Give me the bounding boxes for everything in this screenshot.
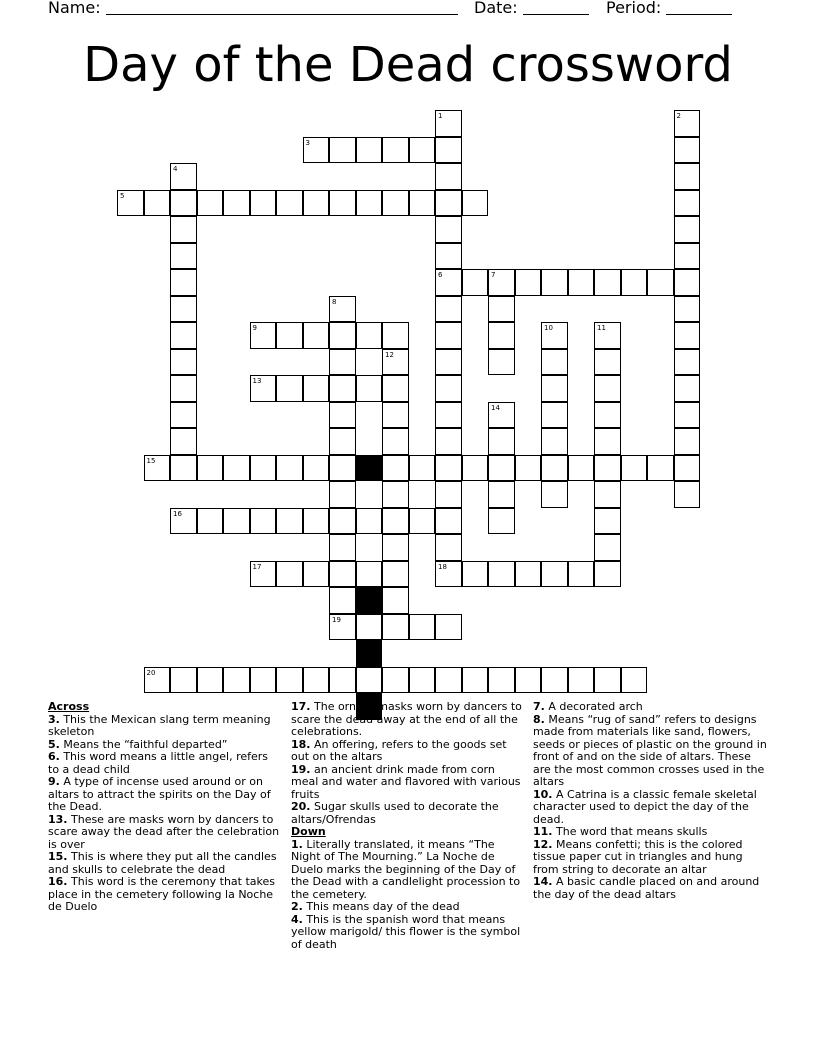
- crossword-cell[interactable]: [435, 322, 462, 349]
- crossword-cell[interactable]: [356, 322, 383, 349]
- crossword-cell[interactable]: [382, 322, 409, 349]
- clue-item: [533, 714, 768, 789]
- crossword-cell[interactable]: [329, 322, 356, 349]
- crossword-cell[interactable]: [409, 137, 436, 164]
- crossword-cell[interactable]: [674, 481, 701, 508]
- crossword-cell[interactable]: [144, 455, 171, 482]
- crossword-cell[interactable]: [144, 667, 171, 694]
- crossword-cell[interactable]: [197, 667, 224, 694]
- crossword-cell[interactable]: [621, 667, 648, 694]
- crossword-cell[interactable]: [435, 614, 462, 641]
- crossword-cell[interactable]: [382, 534, 409, 561]
- crossword-cell[interactable]: [223, 455, 250, 482]
- crossword-cell[interactable]: [541, 269, 568, 296]
- crossword-cell[interactable]: [674, 322, 701, 349]
- clue-item-number: 20.: [291, 800, 311, 813]
- period-blank[interactable]: [666, 0, 732, 15]
- crossword-cell[interactable]: [409, 508, 436, 535]
- crossword-cell[interactable]: [276, 667, 303, 694]
- clue-item-number: 17.: [291, 700, 311, 713]
- clue-item-number: 14.: [533, 875, 553, 888]
- crossword-cell[interactable]: [276, 322, 303, 349]
- crossword-cell[interactable]: [144, 190, 171, 217]
- crossword-cell[interactable]: [250, 190, 277, 217]
- clue-item-text: A type of incense used around or on altars to attract the spirits on the Day of the Dead.: [48, 775, 271, 813]
- clue-number: 8: [332, 297, 337, 306]
- crossword-cell[interactable]: [568, 269, 595, 296]
- clue-item-text: Means the “faithful departed”: [59, 737, 228, 751]
- clue-item-number: 19.: [291, 762, 311, 776]
- crossword-cell[interactable]: [435, 481, 462, 508]
- crossword-cell[interactable]: [674, 243, 701, 270]
- clue-item-number: 7.: [533, 700, 545, 713]
- crossword-cell[interactable]: [382, 190, 409, 217]
- crossword-cell[interactable]: [488, 455, 515, 482]
- crossword-cell[interactable]: [197, 455, 224, 482]
- crossword-cell[interactable]: [435, 402, 462, 429]
- clues-column-2: [291, 701, 523, 951]
- crossword-cell[interactable]: [435, 137, 462, 164]
- crossword-cell[interactable]: [594, 375, 621, 402]
- clue-item-text: A basic candle placed on and around the day of the dead altars: [533, 875, 760, 901]
- crossword-cell[interactable]: [435, 534, 462, 561]
- crossword-cell[interactable]: [435, 455, 462, 482]
- crossword-cell[interactable]: [329, 587, 356, 614]
- crossword-cell[interactable]: [462, 269, 489, 296]
- clue-number: 10: [544, 324, 553, 332]
- clue-number: 18: [438, 562, 447, 571]
- crossword-cell[interactable]: [594, 534, 621, 561]
- crossword-cell[interactable]: [170, 243, 197, 270]
- crossword-cell[interactable]: [329, 667, 356, 694]
- crossword-cell[interactable]: [621, 269, 648, 296]
- crossword-cell[interactable]: [674, 163, 701, 190]
- crossword-cell[interactable]: [435, 667, 462, 694]
- crossword-cell[interactable]: [170, 216, 197, 243]
- crossword-cell[interactable]: [674, 216, 701, 243]
- crossword-cell[interactable]: [329, 614, 356, 641]
- clue-item-number: 8.: [533, 712, 545, 726]
- crossword-cell[interactable]: [594, 508, 621, 535]
- clues-column-1: [48, 701, 280, 914]
- clue-number: 3: [305, 138, 310, 147]
- crossword-cell[interactable]: [674, 269, 701, 296]
- clue-number: 17: [252, 562, 262, 571]
- crossword-cell[interactable]: [250, 508, 277, 535]
- crossword-cell[interactable]: [382, 508, 409, 535]
- crossword-cell[interactable]: [541, 375, 568, 402]
- crossword-cell[interactable]: [223, 190, 250, 217]
- crossword-cell[interactable]: [303, 508, 330, 535]
- crossword-cell[interactable]: [170, 190, 197, 217]
- clue-item: [291, 701, 523, 739]
- crossword-cell[interactable]: [435, 561, 462, 588]
- crossword-black-cell: [356, 455, 383, 482]
- crossword-cell[interactable]: [303, 190, 330, 217]
- clue-number: 16: [173, 509, 182, 518]
- crossword-cell[interactable]: [462, 455, 489, 482]
- crossword-cell[interactable]: [674, 296, 701, 323]
- crossword-cell[interactable]: [435, 375, 462, 402]
- crossword-cell[interactable]: [409, 190, 436, 217]
- crossword-cell[interactable]: [382, 375, 409, 402]
- clue-number: 2: [676, 112, 681, 120]
- crossword-cell[interactable]: [594, 349, 621, 376]
- clue-item: [291, 801, 523, 826]
- clue-item-text: Literally translated, it means “The Night of The Mourning.” La Noche de Duelo marks the beginning of the Day of the Dead with a candlelight procession to the cemetery.: [291, 837, 521, 901]
- clue-number: 6: [438, 271, 443, 279]
- crossword-cell[interactable]: [515, 455, 542, 482]
- clue-number: 20: [146, 668, 156, 677]
- clue-item-number: 12.: [533, 837, 553, 851]
- crossword-cell[interactable]: [329, 296, 356, 323]
- clue-item: [533, 876, 768, 901]
- crossword-cell[interactable]: [674, 349, 701, 376]
- crossword-cell[interactable]: [488, 428, 515, 455]
- crossword-cell[interactable]: [329, 137, 356, 164]
- clue-item-text: These are masks worn by dancers to scare away the dead after the celebration is over: [48, 812, 280, 851]
- clue-section-heading: Down: [291, 825, 326, 838]
- date-label: Date:: [474, 0, 518, 17]
- clue-item-number: 10.: [533, 787, 553, 801]
- clue-item-text: This word is the ceremony that takes place in the cemetery following la Noche de Duelo: [48, 875, 275, 913]
- crossword-cell[interactable]: [647, 269, 674, 296]
- crossword-cell[interactable]: [223, 667, 250, 694]
- crossword-cell[interactable]: [329, 349, 356, 376]
- clue-item-number: 2.: [291, 900, 303, 913]
- crossword-cell[interactable]: [674, 110, 701, 137]
- crossword-cell[interactable]: [409, 667, 436, 694]
- crossword-cell[interactable]: [170, 375, 197, 402]
- crossword-cell[interactable]: [170, 269, 197, 296]
- crossword-cell[interactable]: [462, 190, 489, 217]
- clue-number: 7: [491, 271, 496, 279]
- crossword-cell[interactable]: [435, 163, 462, 190]
- crossword-cell[interactable]: [488, 481, 515, 508]
- crossword-cell[interactable]: [621, 455, 648, 482]
- crossword-cell[interactable]: [303, 667, 330, 694]
- clue-item: [48, 814, 280, 852]
- crossword-cell[interactable]: [170, 349, 197, 376]
- crossword-cell[interactable]: [303, 455, 330, 482]
- clue-number: 11: [597, 324, 606, 332]
- clue-item-text: This is where they put all the candles and skulls to celebrate the dead: [48, 850, 277, 876]
- crossword-cell[interactable]: [117, 190, 144, 217]
- crossword-cell[interactable]: [329, 375, 356, 402]
- crossword-cell[interactable]: [382, 481, 409, 508]
- crossword-cell[interactable]: [303, 322, 330, 349]
- crossword-cell[interactable]: [674, 190, 701, 217]
- crossword-cell[interactable]: [435, 110, 462, 137]
- crossword-cell[interactable]: [329, 402, 356, 429]
- crossword-cell[interactable]: [568, 455, 595, 482]
- clue-number: 14: [491, 403, 500, 412]
- crossword-cell[interactable]: [488, 322, 515, 349]
- clue-item: [291, 764, 523, 802]
- crossword-cell[interactable]: [409, 614, 436, 641]
- crossword-cell[interactable]: [382, 587, 409, 614]
- crossword-cell[interactable]: [435, 269, 462, 296]
- crossword-cell[interactable]: [356, 508, 383, 535]
- crossword-cell[interactable]: [541, 455, 568, 482]
- clue-number: 9: [252, 324, 257, 332]
- crossword-cell[interactable]: [382, 402, 409, 429]
- clue-item-number: 5.: [48, 737, 60, 751]
- crossword-black-cell: [356, 587, 383, 614]
- crossword-cell[interactable]: [329, 455, 356, 482]
- crossword-cell[interactable]: [462, 667, 489, 694]
- crossword-cell[interactable]: [303, 561, 330, 588]
- clue-item-text: This is the spanish word that means yellow marigold/ this flower is the symbol of death: [291, 912, 521, 951]
- crossword-cell[interactable]: [435, 243, 462, 270]
- clue-section-heading: Across: [48, 700, 90, 713]
- crossword-cell[interactable]: [541, 561, 568, 588]
- clue-item-text: Means confetti; this is the colored tissue paper cut in triangles and hung from string to decorate an altar: [533, 837, 743, 876]
- crossword-cell[interactable]: [250, 455, 277, 482]
- clue-number: 12: [385, 350, 394, 359]
- crossword-cell[interactable]: [435, 296, 462, 323]
- crossword-cell[interactable]: [409, 455, 436, 482]
- clue-item: [533, 789, 768, 827]
- crossword-cell[interactable]: [568, 561, 595, 588]
- crossword-cell[interactable]: [303, 375, 330, 402]
- clue-item-number: 16.: [48, 875, 68, 888]
- clue-item: [48, 851, 280, 876]
- clue-item-number: 11.: [533, 825, 553, 838]
- crossword-cell[interactable]: [594, 269, 621, 296]
- crossword-cell[interactable]: [356, 190, 383, 217]
- period-field[interactable]: [606, 0, 732, 18]
- period-label: Period:: [606, 0, 662, 17]
- crossword-cell[interactable]: [382, 455, 409, 482]
- clue-item: [291, 739, 523, 764]
- crossword-cell[interactable]: [276, 190, 303, 217]
- crossword-cell[interactable]: [488, 269, 515, 296]
- clue-item-number: 18.: [291, 737, 311, 751]
- clue-item: [291, 839, 523, 902]
- crossword-cell[interactable]: [541, 667, 568, 694]
- crossword-cell[interactable]: [170, 667, 197, 694]
- crossword-cell[interactable]: [250, 375, 277, 402]
- clue-item-text: Means “rug of sand” refers to designs made from materials like sand, flowers, seeds or pieces of plastic on the ground in front of and on the side of altars. These are the most common crosses used in the altars: [533, 712, 767, 788]
- clue-item: [291, 914, 523, 952]
- crossword-cell[interactable]: [488, 561, 515, 588]
- clue-item: [48, 751, 280, 776]
- crossword-cell[interactable]: [674, 402, 701, 429]
- crossword-cell[interactable]: [356, 614, 383, 641]
- crossword-cell[interactable]: [250, 322, 277, 349]
- crossword-cell[interactable]: [515, 269, 542, 296]
- crossword-cell[interactable]: [435, 190, 462, 217]
- crossword-cell[interactable]: [170, 428, 197, 455]
- crossword-cell[interactable]: [568, 667, 595, 694]
- crossword-cell[interactable]: [276, 375, 303, 402]
- date-blank[interactable]: [523, 0, 589, 15]
- clue-item-text: This means day of the dead: [302, 900, 460, 913]
- crossword-cell[interactable]: [594, 402, 621, 429]
- crossword-cell[interactable]: [356, 375, 383, 402]
- clue-item: [48, 776, 280, 814]
- crossword-cell[interactable]: [329, 534, 356, 561]
- crossword-cell[interactable]: [674, 428, 701, 455]
- clue-item: [48, 714, 280, 739]
- clue-number: 1: [438, 112, 443, 120]
- crossword-cell[interactable]: [329, 508, 356, 535]
- crossword-black-cell: [356, 640, 383, 667]
- crossword-cell[interactable]: [276, 455, 303, 482]
- date-field[interactable]: [474, 0, 589, 18]
- crossword-cell[interactable]: [488, 508, 515, 535]
- clue-item-number: 9.: [48, 775, 60, 788]
- crossword-cell[interactable]: [356, 137, 383, 164]
- clue-item-number: 1.: [291, 837, 303, 851]
- crossword-cell[interactable]: [276, 561, 303, 588]
- crossword-cell[interactable]: [250, 667, 277, 694]
- crossword-cell[interactable]: [674, 375, 701, 402]
- crossword-cell[interactable]: [170, 455, 197, 482]
- page-title: Day of the Dead crossword: [83, 37, 733, 93]
- crossword-cell[interactable]: [541, 349, 568, 376]
- crossword-cell[interactable]: [488, 296, 515, 323]
- crossword-cell[interactable]: [382, 349, 409, 376]
- crossword-cell[interactable]: [674, 137, 701, 164]
- name-blank[interactable]: [106, 0, 458, 15]
- crossword-cell[interactable]: [541, 481, 568, 508]
- crossword-cell[interactable]: [170, 163, 197, 190]
- crossword-cell[interactable]: [250, 561, 277, 588]
- clue-item-number: 13.: [48, 812, 68, 826]
- crossword-cell[interactable]: [488, 402, 515, 429]
- crossword-cell[interactable]: [170, 402, 197, 429]
- crossword-cell[interactable]: [382, 137, 409, 164]
- crossword-cell[interactable]: [647, 455, 674, 482]
- clue-item-number: 6.: [48, 750, 60, 763]
- clue-number: 15: [146, 456, 156, 465]
- crossword-cell[interactable]: [674, 455, 701, 482]
- crossword-cell[interactable]: [541, 402, 568, 429]
- crossword-cell[interactable]: [170, 508, 197, 535]
- crossword-cell[interactable]: [594, 481, 621, 508]
- crossword-cell[interactable]: [594, 428, 621, 455]
- clue-number: 13: [252, 377, 262, 385]
- crossword-cell[interactable]: [382, 428, 409, 455]
- clue-item-text: This word means a little angel, refers to a dead child: [48, 750, 269, 776]
- clue-item-text: an ancient drink made from corn meal and water and flavored with various fruits: [291, 762, 521, 801]
- crossword-cell[interactable]: [356, 667, 383, 694]
- clue-item-text: The ornate masks worn by dancers to scare the dead away at the end of all the celebrations.: [291, 700, 522, 738]
- crossword-cell[interactable]: [382, 614, 409, 641]
- crossword-cell[interactable]: [594, 561, 621, 588]
- crossword-cell[interactable]: [515, 667, 542, 694]
- crossword-cell[interactable]: [303, 137, 330, 164]
- crossword-cell[interactable]: [329, 481, 356, 508]
- crossword-cell[interactable]: [462, 561, 489, 588]
- crossword-cell[interactable]: [197, 190, 224, 217]
- clue-item-number: 4.: [291, 912, 303, 926]
- clue-item-number: 3.: [48, 712, 60, 726]
- crossword-cell[interactable]: [435, 508, 462, 535]
- crossword-cell[interactable]: [276, 508, 303, 535]
- clue-number: 19: [332, 615, 341, 624]
- crossword-cell[interactable]: [170, 322, 197, 349]
- name-field[interactable]: [48, 0, 458, 18]
- crossword-cell[interactable]: [594, 667, 621, 694]
- crossword-cell[interactable]: [488, 349, 515, 376]
- crossword-cell[interactable]: [435, 428, 462, 455]
- clue-number: 4: [173, 165, 178, 173]
- crossword-cell[interactable]: [594, 455, 621, 482]
- crossword-cell[interactable]: [197, 508, 224, 535]
- crossword-cell[interactable]: [594, 322, 621, 349]
- clue-number: 5: [120, 191, 125, 200]
- clue-item-text: A Catrina is a classic female skeletal character used to depict the day of the dead.: [533, 787, 757, 826]
- clue-item-text: The word that means skulls: [552, 825, 708, 838]
- crossword-cell[interactable]: [223, 508, 250, 535]
- crossword-cell[interactable]: [170, 296, 197, 323]
- crossword-cell[interactable]: [382, 561, 409, 588]
- name-label: Name:: [48, 0, 101, 17]
- crossword-cell[interactable]: [356, 561, 383, 588]
- crossword-cell[interactable]: [541, 322, 568, 349]
- clue-item-text: An offering, refers to the goods set out on the altars: [291, 737, 507, 763]
- crossword-cell[interactable]: [329, 561, 356, 588]
- crossword-cell[interactable]: [435, 216, 462, 243]
- crossword-cell[interactable]: [515, 561, 542, 588]
- crossword-cell[interactable]: [329, 428, 356, 455]
- crossword-cell[interactable]: [541, 428, 568, 455]
- clue-item-text: Sugar skulls used to decorate the altars/Ofrendas: [291, 800, 499, 826]
- crossword-cell[interactable]: [435, 349, 462, 376]
- clue-item: [48, 876, 280, 914]
- clue-item-number: 15.: [48, 850, 68, 863]
- clue-item-text: A decorated arch: [544, 700, 643, 713]
- crossword-cell[interactable]: [382, 667, 409, 694]
- student-info-header: [48, 0, 768, 24]
- clue-item: [533, 839, 768, 877]
- clue-item-text: This the Mexican slang term meaning skeleton: [48, 712, 271, 738]
- crossword-cell[interactable]: [329, 190, 356, 217]
- crossword-cell[interactable]: [488, 667, 515, 694]
- clues-column-3: [533, 701, 768, 901]
